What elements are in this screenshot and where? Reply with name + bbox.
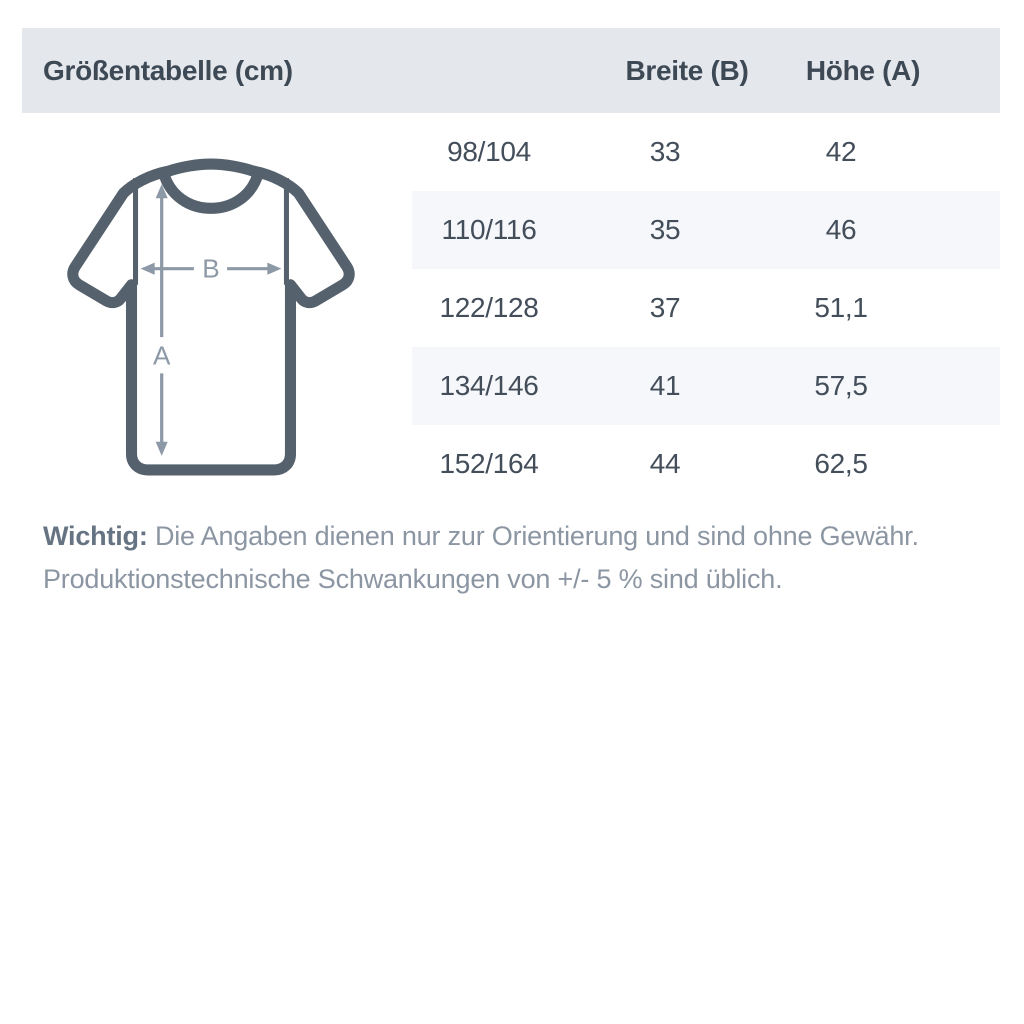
disclaimer-text-1: Die Angaben dienen nur zur Orientierung und sind ohne Gewähr. bbox=[147, 521, 919, 551]
disclaimer-line-2: Produktionstechnische Schwankungen von +/- 5 % sind üblich. bbox=[43, 564, 783, 594]
disclaimer-label: Wichtig: bbox=[43, 521, 148, 551]
disclaimer-line-1 bbox=[43, 515, 983, 558]
height-cell: 62,5 bbox=[814, 448, 868, 479]
disclaimer-note bbox=[43, 515, 983, 601]
column-header-width: Breite (B) bbox=[625, 54, 749, 86]
table-header-bar bbox=[22, 28, 1000, 113]
size-table bbox=[412, 113, 1000, 503]
table-row bbox=[412, 347, 1000, 425]
width-arrow-label: B bbox=[202, 253, 220, 284]
height-arrow-label: A bbox=[152, 340, 171, 371]
table-row bbox=[412, 425, 1000, 503]
size-cell: 98/104 bbox=[447, 136, 531, 167]
table-row bbox=[412, 113, 1000, 191]
size-cell: 122/128 bbox=[439, 292, 539, 323]
size-cell: 134/146 bbox=[439, 370, 539, 401]
column-header-height: Höhe (A) bbox=[805, 54, 921, 86]
width-cell: 44 bbox=[649, 448, 681, 479]
tshirt-diagram bbox=[60, 158, 364, 484]
table-row bbox=[412, 269, 1000, 347]
width-cell: 35 bbox=[649, 214, 681, 245]
table-row bbox=[412, 191, 1000, 269]
size-cell: 110/116 bbox=[441, 214, 537, 245]
height-cell: 57,5 bbox=[814, 370, 868, 401]
height-cell: 51,1 bbox=[814, 292, 868, 323]
width-cell: 41 bbox=[649, 370, 681, 401]
height-cell: 42 bbox=[825, 136, 857, 167]
width-cell: 37 bbox=[649, 292, 681, 323]
size-cell: 152/164 bbox=[439, 448, 539, 479]
width-cell: 33 bbox=[649, 136, 681, 167]
height-cell: 46 bbox=[825, 214, 857, 245]
page-title: Größentabelle (cm) bbox=[43, 54, 293, 86]
tshirt-icon bbox=[60, 158, 364, 484]
